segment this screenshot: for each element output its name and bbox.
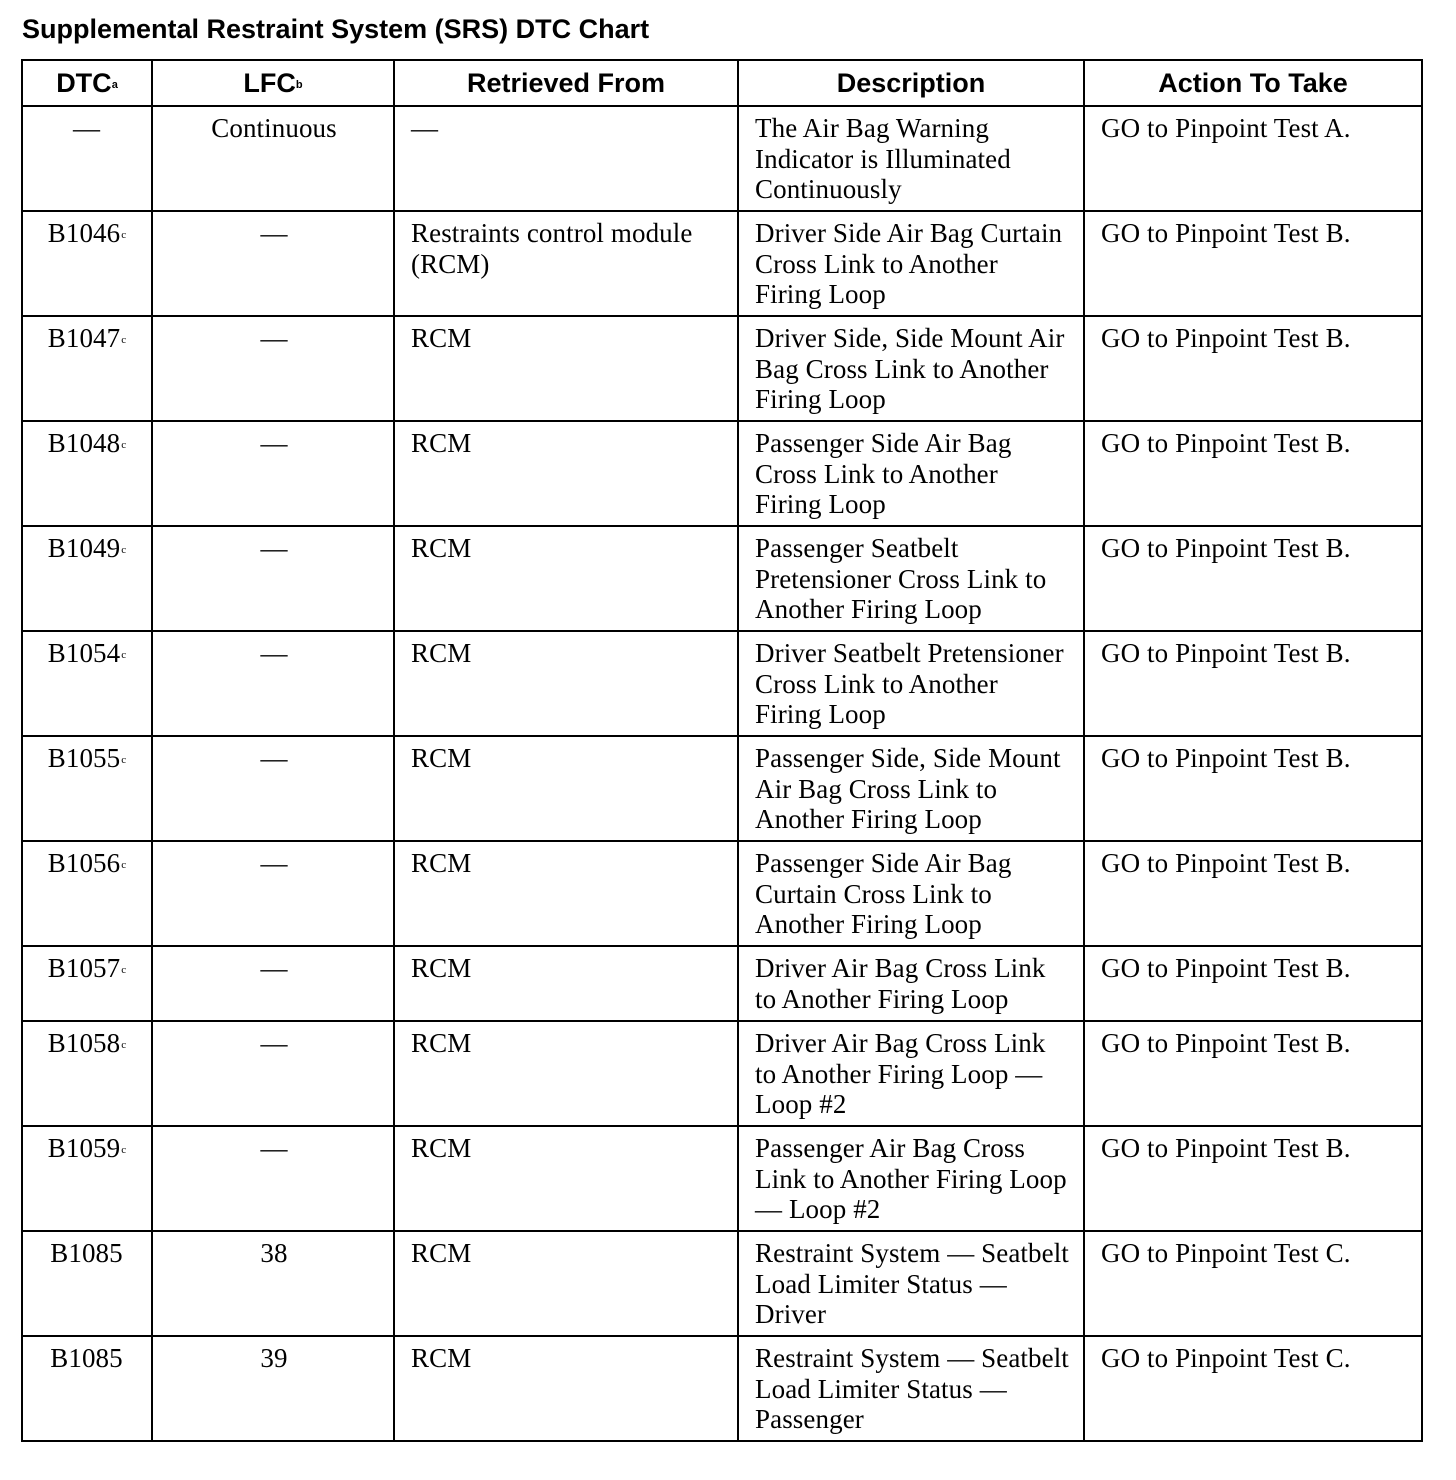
table-row — [22, 316, 1422, 421]
cell-action: GO to Pinpoint Test B. — [1084, 1021, 1422, 1126]
cell-lfc: — — [152, 421, 394, 526]
table-body — [22, 106, 1422, 1441]
footnote-marker: c — [121, 1144, 127, 1156]
cell-description: Passenger Seatbelt Pretensioner Cross Link to Another Firing Loop — [738, 526, 1084, 631]
dtc-code: B1059 — [47, 1133, 121, 1163]
cell-retrieved-from: RCM — [394, 1126, 738, 1231]
table-header — [22, 60, 1422, 106]
table-row — [22, 1126, 1422, 1231]
column-header-action: Action To Take — [1084, 60, 1422, 106]
cell-lfc: 39 — [152, 1336, 394, 1441]
table-row — [22, 1336, 1422, 1441]
dtc-code: B1048 — [47, 428, 121, 458]
cell-description: Driver Side, Side Mount Air Bag Cross Link to Another Firing Loop — [738, 316, 1084, 421]
cell-retrieved-from: RCM — [394, 1336, 738, 1441]
cell-dtc — [22, 316, 152, 421]
dtc-code: B1049 — [47, 533, 121, 563]
cell-description: Passenger Side Air Bag Curtain Cross Link to Another Firing Loop — [738, 841, 1084, 946]
cell-dtc — [22, 736, 152, 841]
cell-action: GO to Pinpoint Test B. — [1084, 736, 1422, 841]
table-row — [22, 946, 1422, 1021]
table-row — [22, 736, 1422, 841]
cell-lfc: — — [152, 1021, 394, 1126]
cell-lfc: 38 — [152, 1231, 394, 1336]
cell-lfc: — — [152, 211, 394, 316]
dtc-code: B1055 — [47, 743, 121, 773]
footnote-marker: c — [121, 229, 127, 241]
cell-action: GO to Pinpoint Test B. — [1084, 841, 1422, 946]
cell-dtc — [22, 631, 152, 736]
dtc-code: — — [72, 113, 101, 143]
dtc-code: B1085 — [50, 1343, 123, 1373]
cell-retrieved-from: RCM — [394, 1231, 738, 1336]
cell-action: GO to Pinpoint Test B. — [1084, 946, 1422, 1021]
cell-lfc: — — [152, 526, 394, 631]
cell-lfc: — — [152, 631, 394, 736]
cell-dtc — [22, 946, 152, 1021]
cell-dtc — [22, 421, 152, 526]
cell-lfc: — — [152, 841, 394, 946]
cell-lfc: — — [152, 946, 394, 1021]
cell-retrieved-from: RCM — [394, 736, 738, 841]
dtc-code: B1058 — [47, 1028, 121, 1058]
cell-retrieved-from: RCM — [394, 1021, 738, 1126]
footnote-marker: c — [121, 334, 127, 346]
dtc-code: B1085 — [50, 1238, 123, 1268]
column-header-description: Description — [738, 60, 1084, 106]
cell-dtc — [22, 526, 152, 631]
table-row — [22, 1231, 1422, 1336]
cell-dtc — [22, 106, 152, 211]
cell-action: GO to Pinpoint Test B. — [1084, 211, 1422, 316]
cell-description: Driver Air Bag Cross Link to Another Firing Loop — [738, 946, 1084, 1021]
footnote-marker: c — [121, 1039, 127, 1051]
table-row — [22, 211, 1422, 316]
cell-retrieved-from: RCM — [394, 946, 738, 1021]
footnote-marker: c — [121, 964, 127, 976]
cell-lfc: — — [152, 1126, 394, 1231]
cell-action: GO to Pinpoint Test C. — [1084, 1231, 1422, 1336]
dtc-code: B1057 — [47, 953, 121, 983]
cell-action: GO to Pinpoint Test A. — [1084, 106, 1422, 211]
cell-retrieved-from: — — [394, 106, 738, 211]
cell-lfc: Continuous — [152, 106, 394, 211]
cell-description: Restraint System — Seatbelt Load Limiter Status — Passenger — [738, 1336, 1084, 1441]
cell-retrieved-from: RCM — [394, 421, 738, 526]
column-header-lfc-label: LFC — [243, 68, 296, 98]
footnote-marker: c — [121, 439, 127, 451]
dtc-code: B1046 — [47, 218, 121, 248]
cell-description: Passenger Side Air Bag Cross Link to Another Firing Loop — [738, 421, 1084, 526]
header-row — [22, 60, 1422, 106]
cell-action: GO to Pinpoint Test C. — [1084, 1336, 1422, 1441]
footnote-marker: b — [295, 79, 303, 91]
dtc-code: B1054 — [47, 638, 121, 668]
cell-retrieved-from: RCM — [394, 631, 738, 736]
cell-description: The Air Bag Warning Indicator is Illuminated Continuously — [738, 106, 1084, 211]
cell-dtc — [22, 211, 152, 316]
page-title: Supplemental Restraint System (SRS) DTC Chart — [22, 14, 650, 44]
table-row — [22, 106, 1422, 211]
cell-description: Restraint System — Seatbelt Load Limiter Status — Driver — [738, 1231, 1084, 1336]
cell-dtc — [22, 1231, 152, 1336]
table-row — [22, 1021, 1422, 1126]
column-header-retrieved-from: Retrieved From — [394, 60, 738, 106]
cell-description: Driver Seatbelt Pretensioner Cross Link to Another Firing Loop — [738, 631, 1084, 736]
cell-dtc — [22, 1021, 152, 1126]
cell-action: GO to Pinpoint Test B. — [1084, 421, 1422, 526]
column-header-dtc-label: DTC — [56, 68, 112, 98]
footnote-marker: c — [121, 754, 127, 766]
footnote-marker: a — [111, 79, 118, 91]
cell-lfc: — — [152, 316, 394, 421]
cell-lfc: — — [152, 736, 394, 841]
column-header-lfc — [152, 60, 394, 106]
cell-action: GO to Pinpoint Test B. — [1084, 1126, 1422, 1231]
dtc-code: B1056 — [47, 848, 121, 878]
dtc-chart-table — [21, 59, 1423, 1442]
cell-dtc — [22, 1126, 152, 1231]
cell-description: Passenger Side, Side Mount Air Bag Cross Link to Another Firing Loop — [738, 736, 1084, 841]
cell-retrieved-from: RCM — [394, 526, 738, 631]
table-row — [22, 841, 1422, 946]
table-row — [22, 421, 1422, 526]
dtc-code: B1047 — [47, 323, 121, 353]
cell-action: GO to Pinpoint Test B. — [1084, 316, 1422, 421]
cell-description: Driver Air Bag Cross Link to Another Firing Loop — Loop #2 — [738, 1021, 1084, 1126]
cell-retrieved-from: Restraints control module (RCM) — [394, 211, 738, 316]
footnote-marker: c — [121, 859, 127, 871]
table-row — [22, 526, 1422, 631]
column-header-dtc — [22, 60, 152, 106]
cell-description: Passenger Air Bag Cross Link to Another Firing Loop — Loop #2 — [738, 1126, 1084, 1231]
cell-dtc — [22, 841, 152, 946]
cell-retrieved-from: RCM — [394, 841, 738, 946]
cell-dtc — [22, 1336, 152, 1441]
cell-description: Driver Side Air Bag Curtain Cross Link to Another Firing Loop — [738, 211, 1084, 316]
cell-retrieved-from: RCM — [394, 316, 738, 421]
table-row — [22, 631, 1422, 736]
footnote-marker: c — [121, 649, 127, 661]
cell-action: GO to Pinpoint Test B. — [1084, 631, 1422, 736]
footnote-marker: c — [121, 544, 127, 556]
cell-action: GO to Pinpoint Test B. — [1084, 526, 1422, 631]
